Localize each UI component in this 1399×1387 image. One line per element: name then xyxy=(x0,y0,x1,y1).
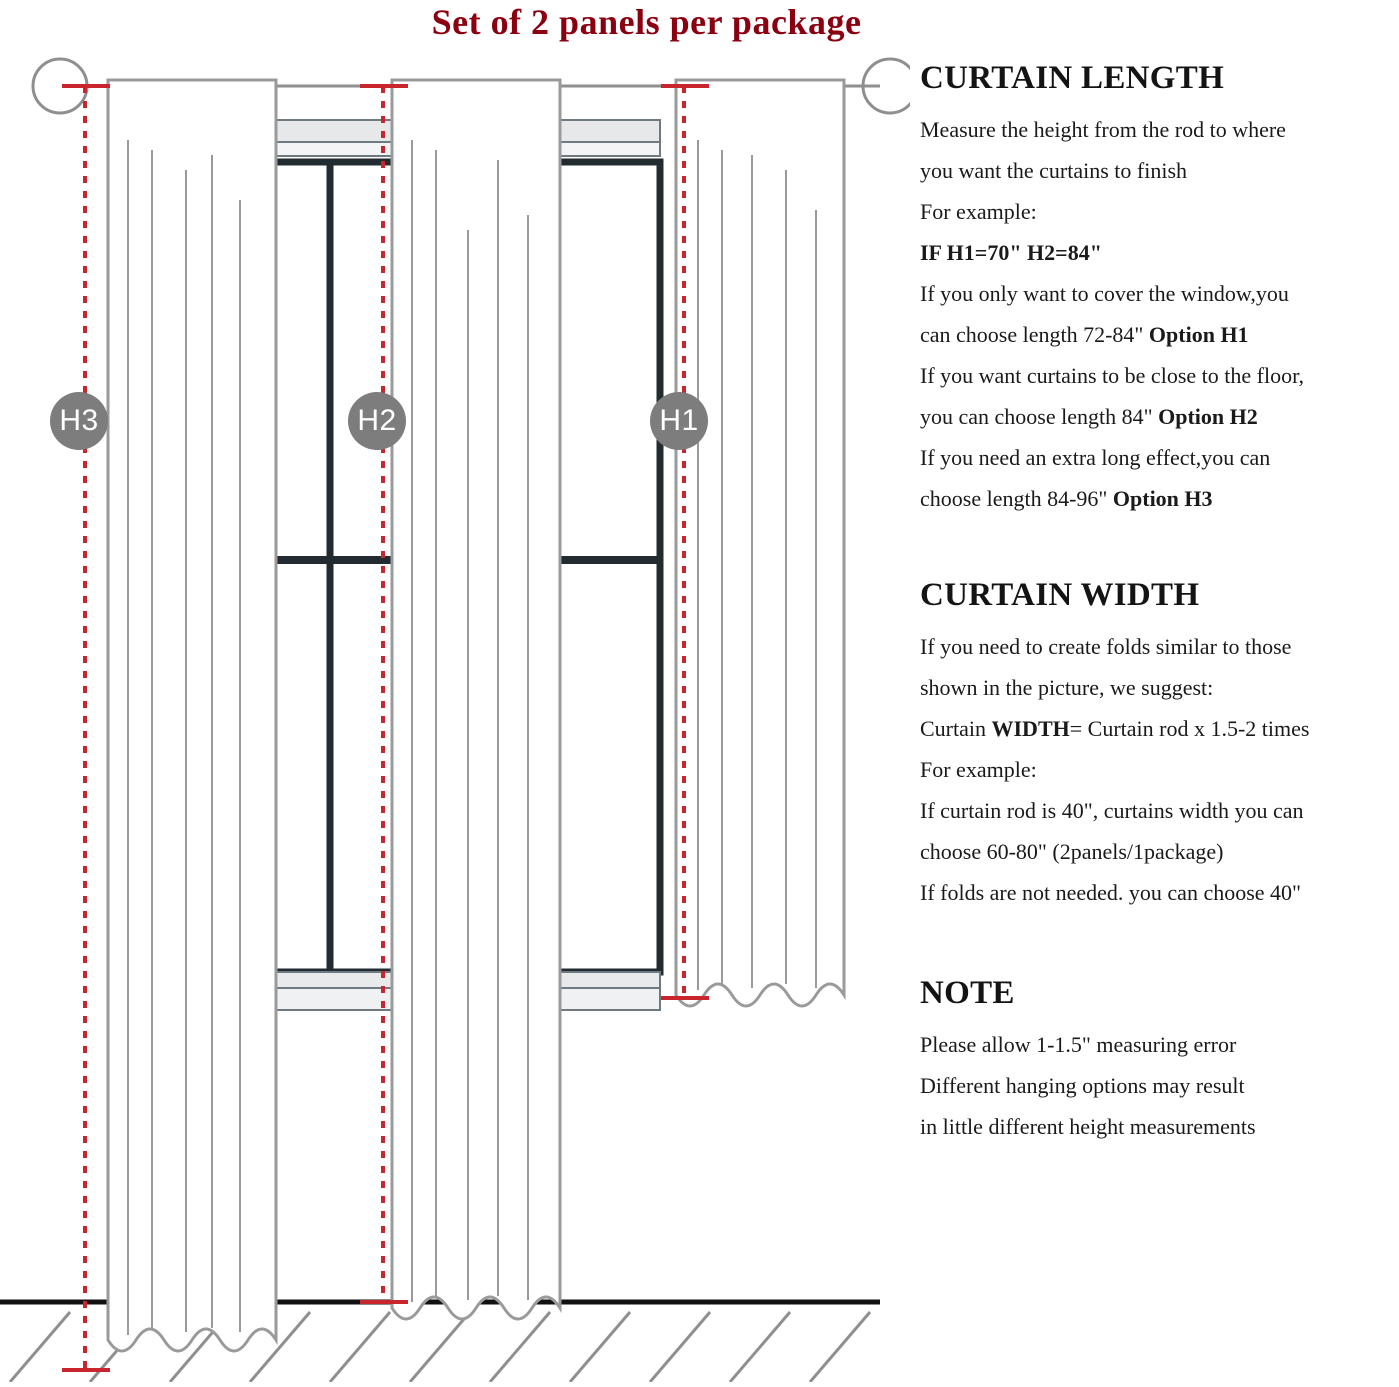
line-text-bold: WIDTH xyxy=(991,716,1070,741)
text-line xyxy=(920,273,1390,314)
text-line xyxy=(920,667,1390,708)
line-text: If you only want to cover the window,you xyxy=(920,281,1289,306)
section-title-curtain-width: CURTAIN WIDTH xyxy=(920,577,1200,613)
line-text: Different hanging options may result xyxy=(920,1073,1245,1098)
headline-banner xyxy=(0,0,1399,44)
text-line xyxy=(920,232,1390,273)
section-title-curtain-length: CURTAIN LENGTH xyxy=(920,60,1225,96)
text-line xyxy=(920,1065,1390,1106)
section-spacer xyxy=(920,519,1390,577)
curtain-panel-h3 xyxy=(108,80,276,1351)
text-line xyxy=(920,749,1390,790)
line-text: can choose length 72-84" xyxy=(920,322,1149,347)
curtain-panel-h1 xyxy=(676,80,844,1006)
text-line xyxy=(920,437,1390,478)
line-text-bold: Option H1 xyxy=(1148,322,1249,347)
line-text: If folds are not needed. you can choose 40" xyxy=(920,880,1302,905)
section-body-note xyxy=(920,1024,1390,1147)
line-text: Please allow 1-1.5" measuring error xyxy=(920,1032,1237,1057)
marker-h3 xyxy=(50,392,108,450)
line-text: If you need to create folds similar to those xyxy=(920,634,1292,659)
text-line xyxy=(920,872,1390,913)
info-column xyxy=(920,60,1390,1380)
text-line xyxy=(920,314,1390,355)
line-text: If you need an extra long effect,you can xyxy=(920,445,1271,470)
text-line xyxy=(920,626,1390,667)
text-line xyxy=(920,109,1390,150)
text-line xyxy=(920,150,1390,191)
text-line xyxy=(920,396,1390,437)
text-line xyxy=(920,708,1390,749)
marker-h2 xyxy=(348,392,406,450)
marker-h3-label: H3 xyxy=(59,404,99,437)
line-text: choose length 84-96" xyxy=(920,486,1113,511)
line-text: If curtain rod is 40", curtains width you can xyxy=(920,798,1304,823)
text-line xyxy=(920,1106,1390,1147)
section-spacer xyxy=(920,913,1390,975)
marker-h2-label: H2 xyxy=(357,404,397,437)
diagram-svg xyxy=(0,40,910,1382)
marker-h1 xyxy=(650,392,708,450)
line-text: choose 60-80" (2panels/1package) xyxy=(920,839,1224,864)
measure-line-h3 xyxy=(62,86,110,1370)
section-body-curtain-width xyxy=(920,626,1390,913)
marker-h1-label: H1 xyxy=(659,404,699,437)
line-text: you want the curtains to finish xyxy=(920,158,1188,183)
line-text: For example: xyxy=(920,757,1037,782)
section-title-note: NOTE xyxy=(920,975,1015,1011)
curtain-panel-h2 xyxy=(392,80,560,1319)
text-line xyxy=(920,191,1390,232)
line-text: For example: xyxy=(920,199,1037,224)
text-line xyxy=(920,1024,1390,1065)
line-text-bold: Option H3 xyxy=(1112,486,1213,511)
text-line xyxy=(920,831,1390,872)
text-line xyxy=(920,790,1390,831)
text-line xyxy=(920,478,1390,519)
text-line xyxy=(920,355,1390,396)
line-text: If you want curtains to be close to the floor, xyxy=(920,363,1305,388)
section-body-curtain-length xyxy=(920,109,1390,519)
headline-text: Set of 2 panels per package xyxy=(431,2,862,42)
line-text: you can choose length 84" xyxy=(920,404,1159,429)
line-text: in little different height measurements xyxy=(920,1114,1256,1139)
line-text: Curtain xyxy=(920,716,992,741)
curtain-diagram xyxy=(0,40,910,1382)
line-text: shown in the picture, we suggest: xyxy=(920,675,1214,700)
line-text: Measure the height from the rod to where xyxy=(920,117,1286,142)
line-text: = Curtain rod x 1.5-2 times xyxy=(1069,716,1310,741)
line-text-bold: Option H2 xyxy=(1158,404,1258,429)
line-text-bold: IF H1=70" H2=84" xyxy=(920,240,1102,265)
